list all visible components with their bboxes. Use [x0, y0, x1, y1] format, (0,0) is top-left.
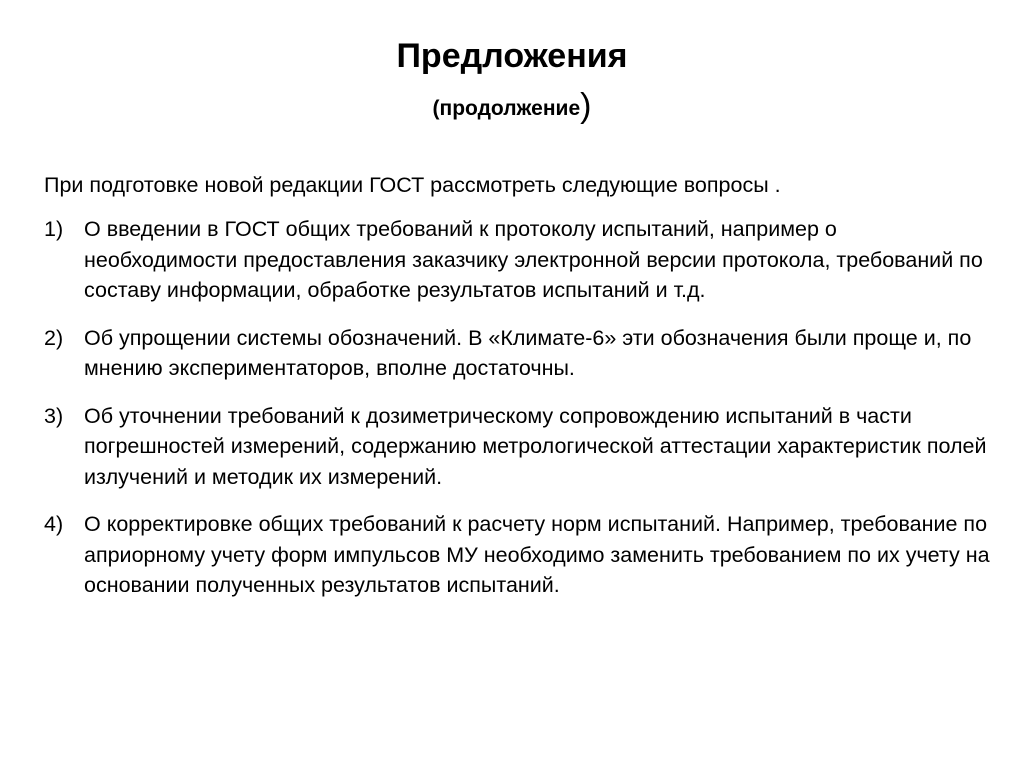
list-item [44, 509, 994, 601]
list-item-text: Об уточнении требований к дозиметрическому сопровождению испытаний в части погрешностей измерений, содержанию метрологической аттестации характеристик полей излучений и методик их измерений. [84, 403, 987, 489]
list-item-text: О введении в ГОСТ общих требований к протоколу испытаний, например о необходимости предоставления заказчику электронной версии протокола, требований по составу информации, обработке результатов испытаний и т.д. [84, 217, 983, 302]
slide-title: Предложения [396, 37, 628, 75]
slide-subtitle [0, 86, 1024, 129]
list-item [44, 214, 994, 306]
subtitle-text: (продолжение [432, 97, 581, 120]
list-item-text: Об упрощении системы обозначений. В «Климате-6» эти обозначения были проще и, по мнению экспериментаторов, вполне достаточны. [84, 325, 972, 380]
list-item-number: 3) [44, 403, 64, 428]
subtitle-close-paren: ) [580, 87, 592, 125]
list-item-number: 2) [44, 325, 64, 350]
list-item [44, 401, 994, 493]
intro-paragraph: При подготовке новой редакции ГОСТ рассмотреть следующие вопросы . [44, 173, 781, 197]
list-item-text: О корректировке общих требований к расчету норм испытаний. Например, требование по априорному учету форм импульсов МУ необходимо заменить требованием по их учету на основании полученных результатов испытаний. [84, 512, 990, 597]
proposal-list [44, 214, 994, 618]
list-item [44, 323, 994, 384]
list-item-number: 1) [44, 217, 64, 241]
list-item-number: 4) [44, 512, 64, 536]
